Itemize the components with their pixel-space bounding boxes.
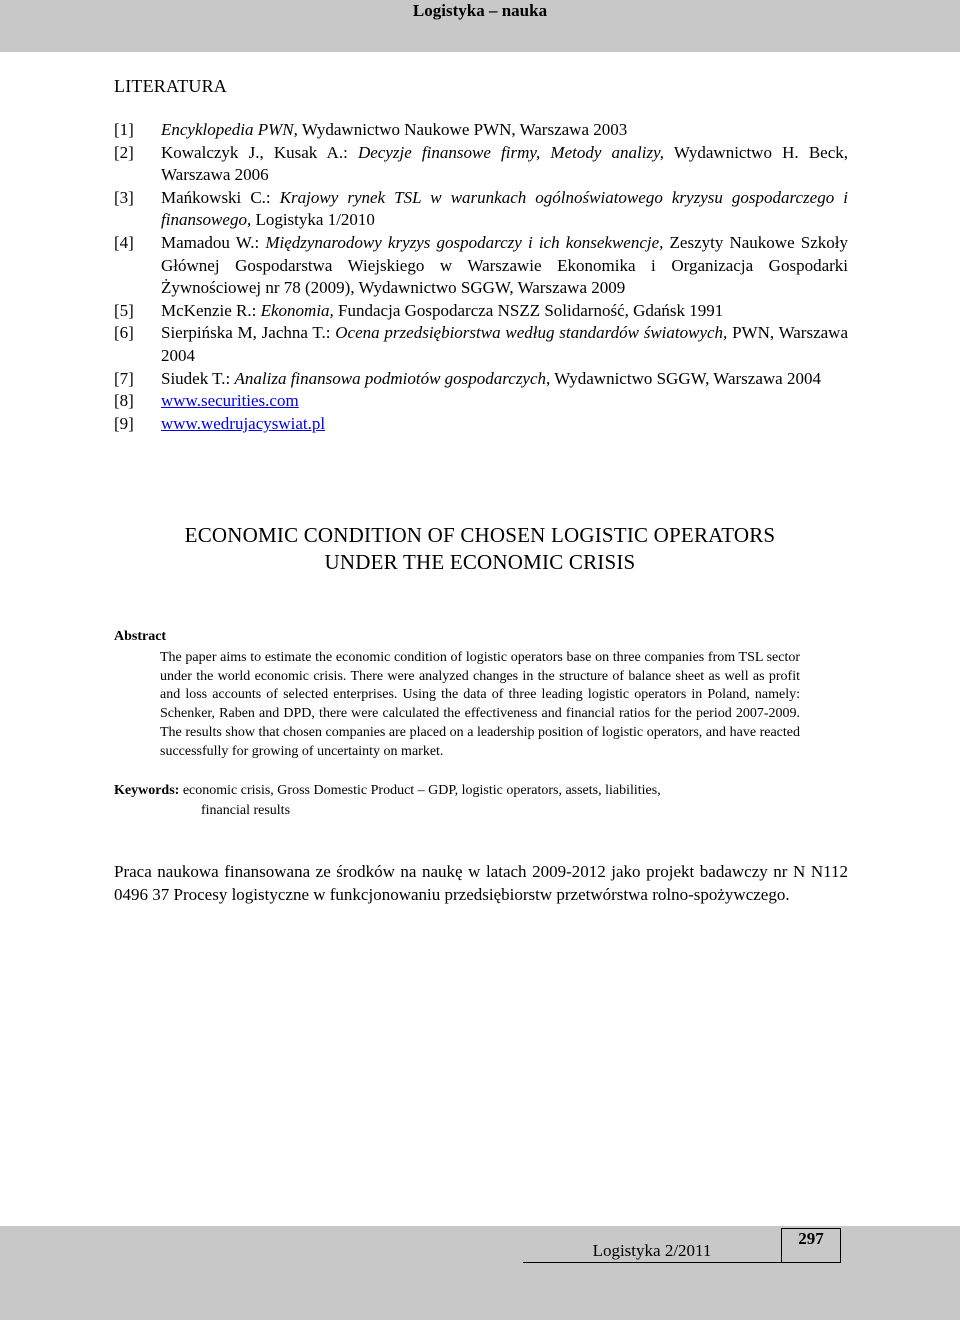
reference-number: [9] xyxy=(114,413,134,433)
reference-item xyxy=(114,119,848,142)
paper-title xyxy=(0,522,960,576)
reference-title: Encyklopedia PWN, xyxy=(161,120,298,139)
keywords xyxy=(114,781,800,820)
footer-rule xyxy=(523,1262,841,1263)
abstract-label: Abstract xyxy=(114,629,167,644)
reference-title: Analiza finansowa podmiotów gospodarczych xyxy=(234,368,547,388)
reference-link-securities[interactable]: www.securities.com xyxy=(161,391,299,411)
reference-details: Zeszyty Naukowe Szkoły Głównej Gospodarstwa Wiejskiego w Warszawie Ekonomika i Organizacja Gospodarki Żywnościowej nr 78 (2009), Wydawnictwo SGGW, Warszawa 2009 xyxy=(161,232,848,298)
reference-details: Wydawnictwo H. Beck, Warszawa 2006 xyxy=(161,142,849,185)
reference-title: Decyzje finansowe firmy, Metody analizy, xyxy=(357,142,664,162)
reference-author: Kowalczyk J., Kusak A.: xyxy=(161,142,358,162)
reference-item xyxy=(114,413,848,436)
reference-title: Ocena przedsiębiorstwa według standardów światowych, xyxy=(335,323,728,343)
keywords-label: Keywords: xyxy=(114,783,180,798)
reference-number: [2] xyxy=(114,142,134,162)
reference-number: [8] xyxy=(114,391,134,411)
reference-item xyxy=(114,390,848,413)
reference-number: [7] xyxy=(114,368,134,388)
reference-number: [6] xyxy=(114,323,134,343)
footer-journal-name: Logistyka 2/2011 xyxy=(592,1241,712,1260)
reference-details: PWN, Warszawa 2004 xyxy=(161,323,848,365)
reference-author: McKenzie R.: xyxy=(161,300,261,320)
page-number: 297 xyxy=(798,1229,824,1248)
reference-item xyxy=(114,232,848,300)
reference-details: Logistyka 1/2010 xyxy=(251,210,375,230)
keywords-text-line1: economic crisis, Gross Domestic Product – GDP, logistic operators, assets, liabilities, xyxy=(182,783,661,798)
reference-details: Wydawnictwo Naukowe PWN, Warszawa 2003 xyxy=(297,120,628,139)
reference-author: Mamadou W.: xyxy=(161,232,266,252)
reference-item xyxy=(114,368,848,391)
literature-heading: LITERATURA xyxy=(114,76,227,96)
reference-author: Siudek T.: xyxy=(161,368,235,388)
paper-title-line1: ECONOMIC CONDITION OF CHOSEN LOGISTIC OPERATORS xyxy=(184,523,776,547)
reference-number: [1] xyxy=(114,120,134,139)
reference-item xyxy=(114,187,848,232)
running-header-title: Logistyka – nauka xyxy=(412,1,548,20)
reference-author: Mańkowski C.: xyxy=(161,187,280,207)
reference-number: [3] xyxy=(114,187,134,207)
reference-details: , Wydawnictwo SGGW, Warszawa 2004 xyxy=(546,368,821,388)
funding-note: Praca naukowa finansowana ze środków na naukę w latach 2009-2012 jako projekt badawczy nr N N112 0496 37 Procesy logistyczne w funkcjonowaniu przedsiębiorstw przetwórstwa rolno-spożywczego. xyxy=(114,862,848,904)
reference-item xyxy=(114,322,848,367)
reference-author: Sierpińska M, Jachna T.: xyxy=(161,323,336,343)
reference-item xyxy=(114,142,848,187)
reference-title: Międzynarodowy kryzys gospodarczy i ich konsekwencje, xyxy=(265,232,664,252)
abstract-body: The paper aims to estimate the economic condition of logistic operators base on three companies from TSL sector under the world economic crisis. There were analyzed changes in the structure of balance sheet as well as profit and loss accounts of selected enterprises. Using the data of three leading logistic operators in Poland, namely: Schenker, Raben and DPD, there were calculated the effectiveness and financial ratios for the period 2007-2009. The results show that chosen companies are placed on a leadership position of logistic operators, and have reacted successfully for growing of uncertainty on market. xyxy=(160,650,800,759)
reference-list xyxy=(114,119,848,435)
reference-link-wedrujacyswiat[interactable]: www.wedrujacyswiat.pl xyxy=(161,413,326,433)
reference-title: Krajowy rynek TSL w warunkach ogólnoświatowego kryzysu gospodarczego i finansowego, xyxy=(161,187,849,230)
reference-number: [4] xyxy=(114,232,134,252)
reference-title: Ekonomia, xyxy=(260,300,334,320)
keywords-text-line2: financial results xyxy=(201,802,291,818)
reference-item xyxy=(114,300,848,323)
reference-number: [5] xyxy=(114,300,134,320)
reference-details: Fundacja Gospodarcza NSZZ Solidarność, Gdańsk 1991 xyxy=(333,300,724,320)
paper-title-line2: UNDER THE ECONOMIC CRISIS xyxy=(324,550,636,574)
